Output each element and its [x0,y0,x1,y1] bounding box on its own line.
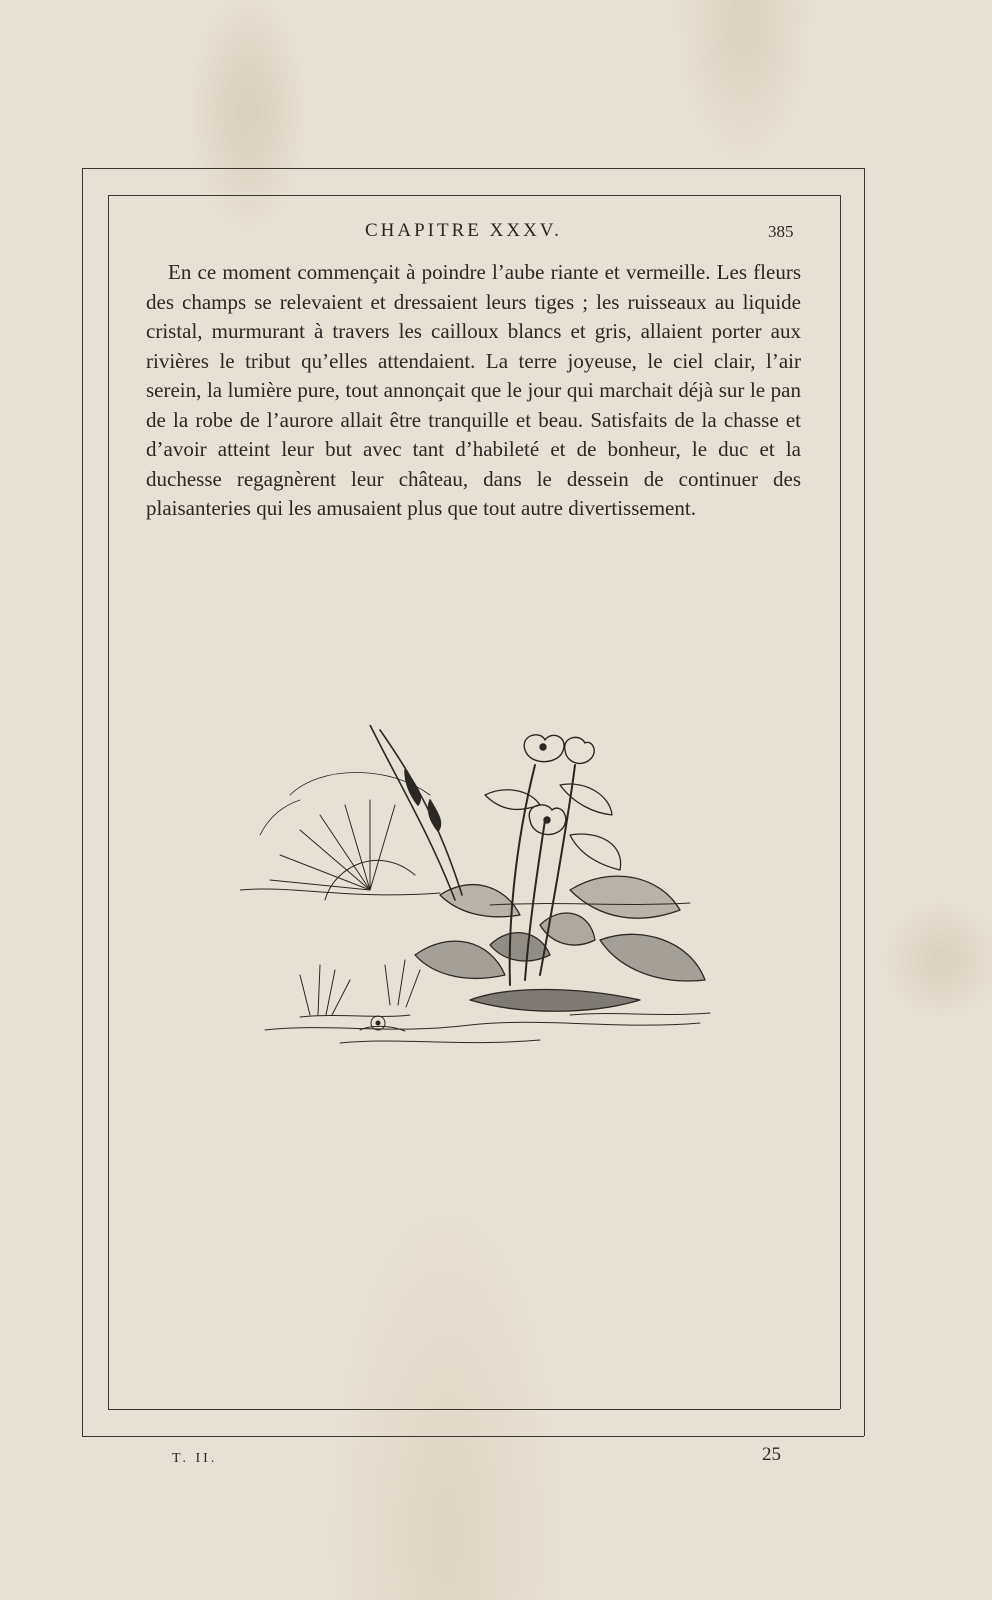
outer-frame-left-rule [82,168,83,1436]
outer-frame-right-rule [864,168,865,1436]
inner-frame-left-rule [108,195,109,1409]
signature-mark: 25 [762,1444,781,1465]
page-number: 385 [768,222,794,241]
inner-frame-right-rule [840,195,841,1409]
chapter-title: CHAPITRE XXXV. [365,220,562,241]
inner-frame-bottom-rule [108,1409,840,1410]
inner-frame-top-rule [108,195,840,196]
body-paragraph: En ce moment commençait à poindre l’aube riante et vermeille. Les fleurs des champs se relevaient et dressaient leurs tiges ; les ruisseaux au liquide cristal, murmurant à travers les cailloux blancs et gris, allaient porter aux rivières le tribut qu’elles attendaient. La terre joyeuse, le ciel clair, l’air serein, la lumière pure, tout annonçait que le jour qui marchait déjà sur le pan de la robe de l’aurore allait être tranquille et beau. Satisfaits de la chasse et d’avoir atteint leur but avec tant d’habileté et de bonheur, le duc et la duchesse regagnèrent leur château, dans le dessein de continuer des plaisanteries qui les amusaient plus que tout autre divertissement. [146,260,801,520]
grass-tufts [300,960,420,1015]
flower-heads [524,735,594,835]
grass-stalks [370,725,462,900]
outer-frame-bottom-rule [82,1436,864,1437]
outer-frame-top-rule [82,168,864,169]
plant-vignette-illustration [240,725,740,1070]
leaves [415,784,705,1011]
volume-mark: T. II. [172,1451,218,1466]
